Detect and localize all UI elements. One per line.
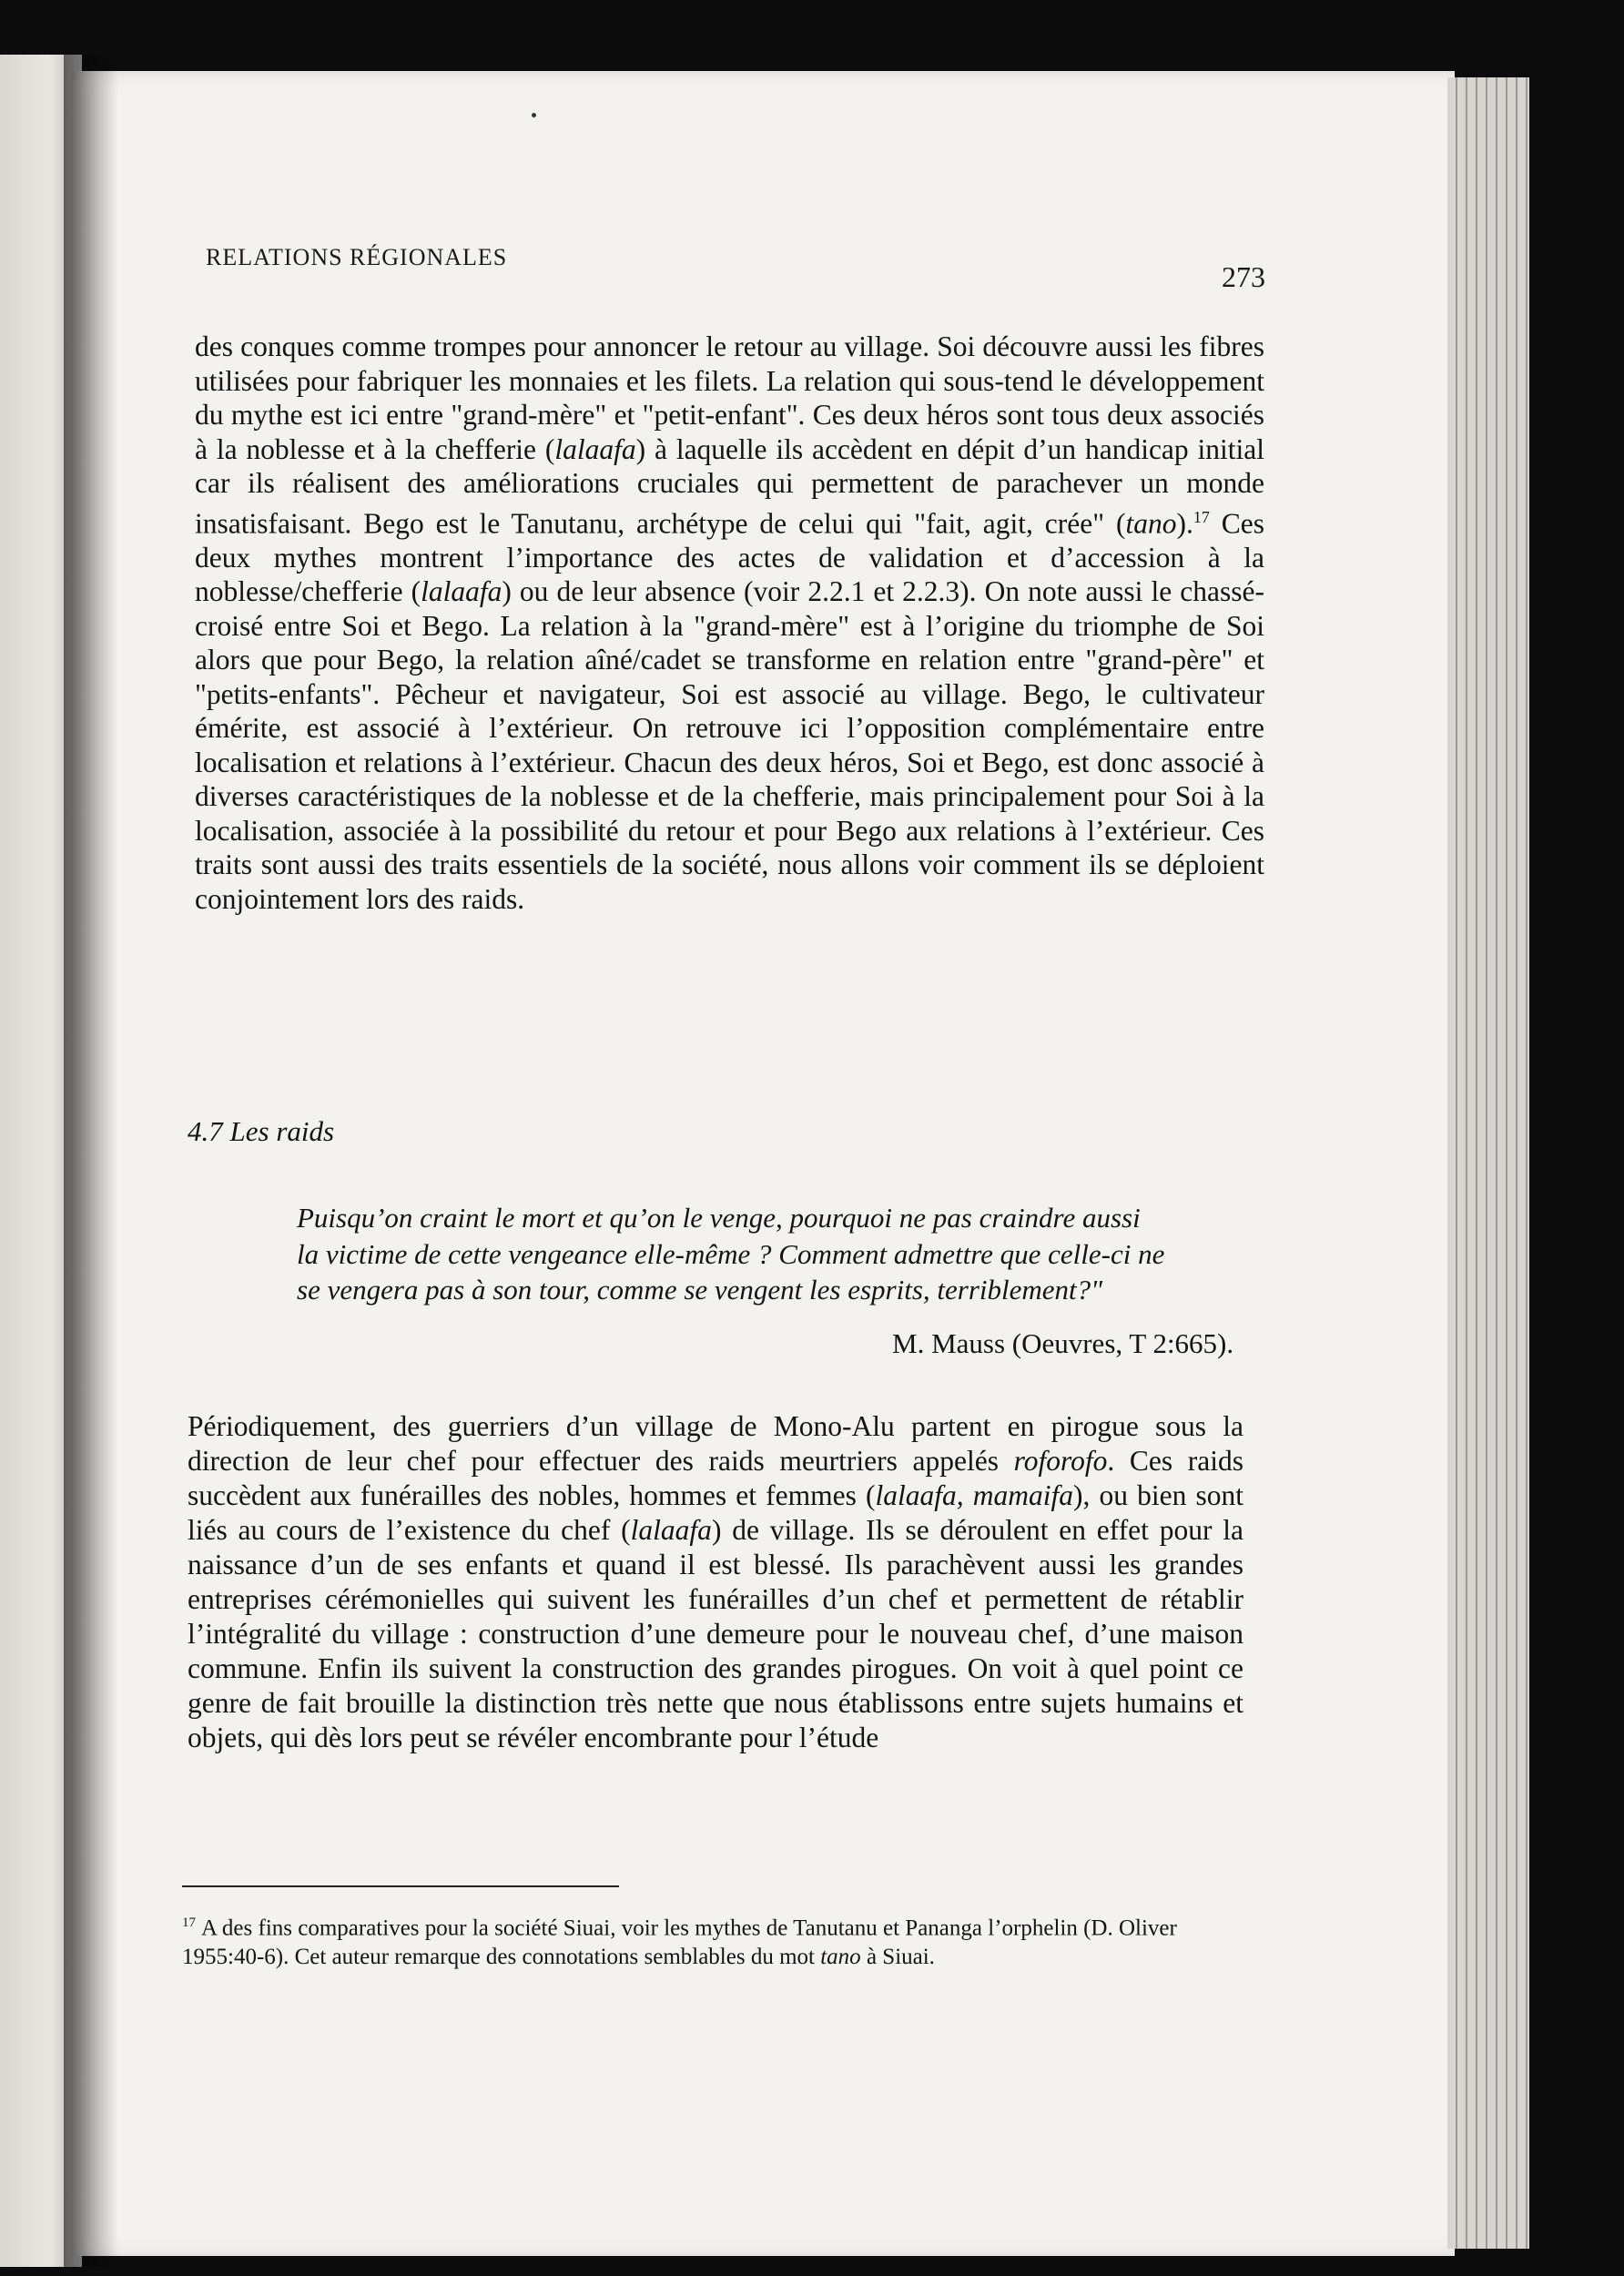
text-run: ) ou de leur absence (voir 2.2.1 et 2.2.3). On note aussi le chassé-croisé entre Soi et Bego. La relation à la "grand-mère" est à l’origine du triomphe de Soi alors que pour Bego, la relation aîné/cadet se transforme en relation entre "grand-père" et "petits-enfants". Pêcheur et navigateur, Soi est associé au village. Bego, le cultivateur émérite, est associé à l’extérieur. On retrouve ici l’opposition complémentaire entre localisation et relations à l’extérieur. Chacun des deux héros, Soi et Bego, est donc associé à diverses caractéristiques de la noblesse et de la chefferie, mais principalement pour Soi à la localisation, associée à la possibilité du retour et pour Bego aux relations à l’extérieur. Ces traits sont aussi des traits essentiels de la société, nous allons voir comment ils se déploient conjointement lors des raids.	[195, 575, 1264, 915]
italic-term: lalaafa, mamaifa	[875, 1479, 1073, 1511]
ink-speck	[532, 113, 536, 117]
text-run: Ces deux mythes montrent l’importance des actes de validation et d’accession à la noblesse/chefferie (	[195, 507, 1264, 607]
italic-term: roforofo	[1013, 1445, 1108, 1477]
page-edges	[1447, 77, 1529, 2249]
text-run: ), ou bien sont liés au cours de l’existence du chef (	[188, 1479, 1243, 1546]
epigraph-line: se vengera pas à son tour, comme se vengent les esprits, terriblement?"	[297, 1274, 1103, 1306]
text-run: à Siuai.	[860, 1945, 935, 1970]
paragraph	[188, 1409, 1243, 1755]
italic-term: tano	[1125, 507, 1177, 539]
epigraph	[297, 1200, 1253, 1308]
italic-term: lalaafa	[421, 575, 502, 607]
text-run: . Ces raids succèdent aux funérailles des nobles, hommes et femmes (	[188, 1445, 1243, 1511]
footnote-number: 17	[182, 1915, 196, 1930]
footnote	[182, 1908, 1247, 1972]
book-gutter-shadow	[64, 55, 118, 2267]
epigraph-line: Puisqu’on craint le mort et qu’on le venge, pourquoi ne pas craindre aussi	[297, 1202, 1141, 1234]
paragraph-body-1	[195, 330, 1264, 916]
text-run: Périodiquement, des guerriers d’un village de Mono-Alu partent en pirogue sous la direction de leur chef pour effectuer des raids meurtriers appelés	[188, 1410, 1243, 1477]
paragraph-body-2	[188, 1409, 1243, 1755]
text-run: ) de village. Ils se déroulent en effet pour la naissance d’un de ses enfants et quand il est blessé. Ils parachèvent aussi les grandes entreprises cérémonielles qui suivent les funérailles d’un chef et permettent de rétablir l’intégralité du village : construction d’une demeure pour le nouveau chef, d’une maison commune. Enfin ils suivent la construction des grandes pirogues. On voit à quel point ce genre de fait brouille la distinction très nette que nous établissons entre sujets humains et objets, qui dès lors peut se révéler encombrante pour l’étude	[188, 1514, 1243, 1753]
epigraph-line: la victime de cette vengeance elle-même ? Comment admettre que celle-ci ne	[297, 1237, 1165, 1270]
running-head: RELATIONS RÉGIONALES	[206, 244, 508, 270]
italic-term: lalaafa	[630, 1514, 712, 1546]
section-title: 4.7 Les raids	[188, 1115, 335, 1147]
italic-term: lalaafa	[554, 432, 636, 465]
footnote-reference: 17	[1193, 507, 1210, 526]
page-number: 273	[1222, 260, 1265, 293]
text-run: des conques comme trompes pour annoncer le retour au village. Soi découvre aussi les fibres utilisées pour fabriquer les monnaies et les filets. La relation qui sous-tend le développement du mythe est ici entre "grand-mère" et "petit-enfant". Ces deux héros sont tous deux associés à la noblesse et à la chefferie (	[195, 330, 1264, 465]
italic-term: tano	[820, 1945, 861, 1970]
text-run: A des fins comparatives pour la société Siuai, voir les mythes de Tanutanu et Pananga l’orphelin (D. Oliver 1955:40-6). Cet auteur remarque des connotations semblables du mot	[182, 1915, 1177, 1970]
footnote-divider	[182, 1885, 619, 1887]
paragraph	[195, 330, 1264, 916]
text-run: ).	[1176, 507, 1193, 539]
epigraph-source: M. Mauss (Oeuvres, T 2:665).	[892, 1327, 1234, 1359]
text-run: ) à laquelle ils accèdent en dépit d’un handicap initial car ils réalisent des améliorations cruciales qui permettent de parachever un monde insatisfaisant. Bego est le Tanutanu, archétype de celui qui "fait, agit, crée" (	[195, 432, 1264, 539]
